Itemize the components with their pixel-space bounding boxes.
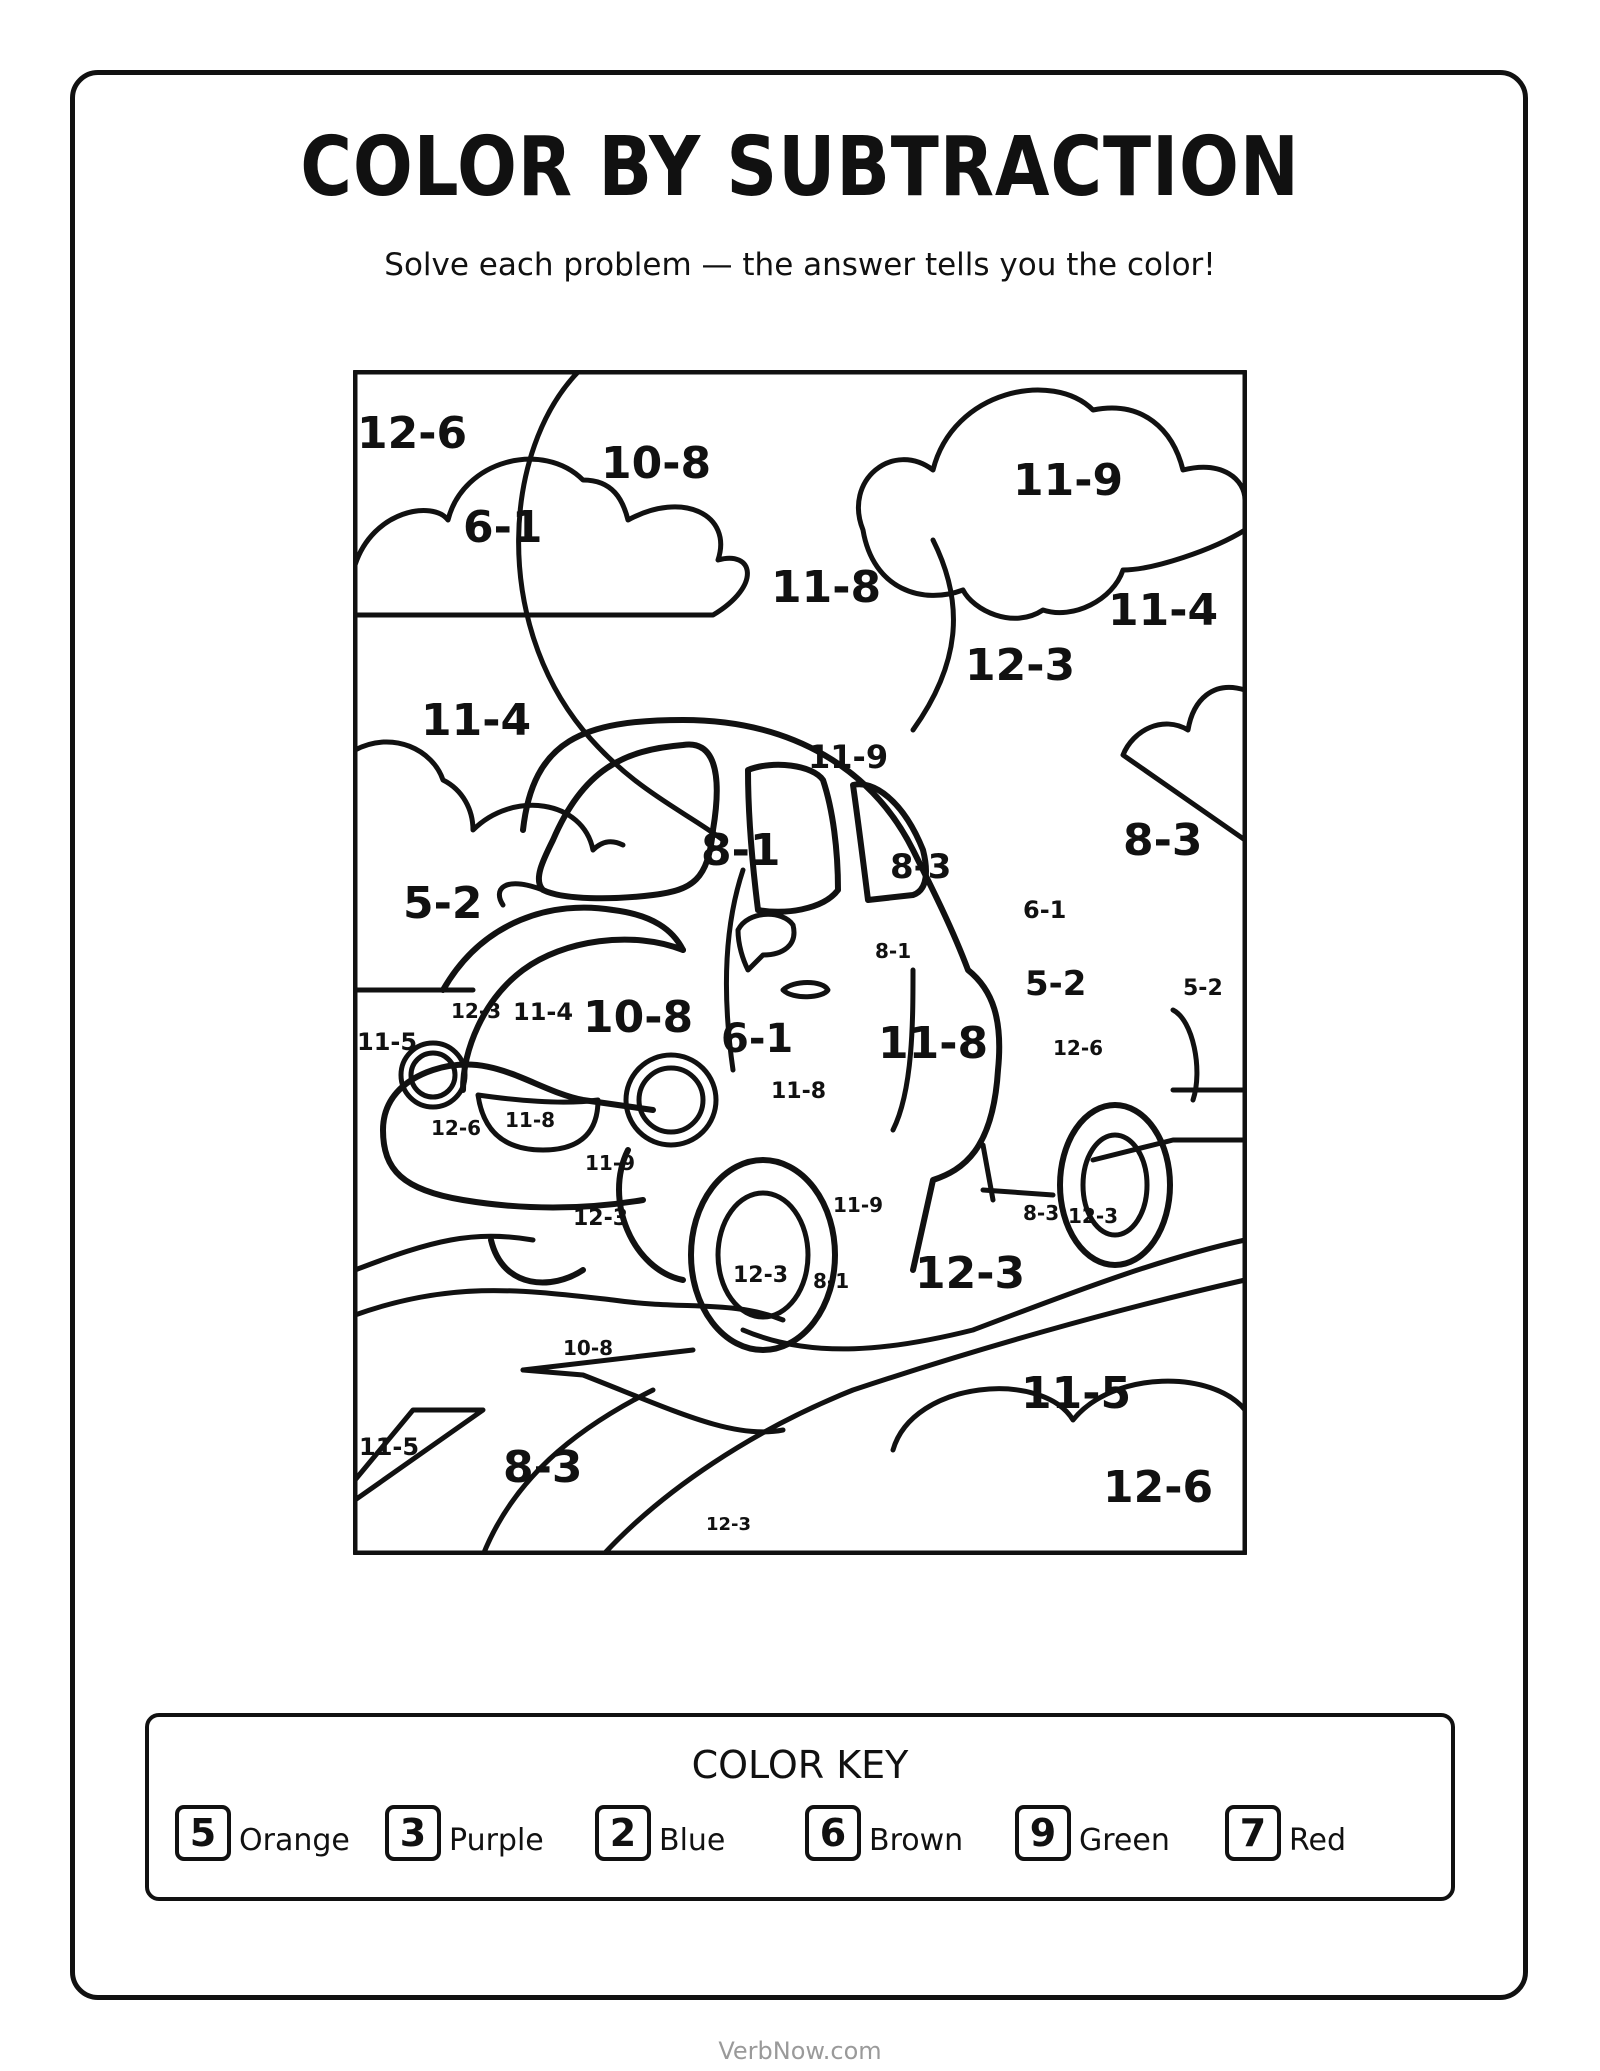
coloring-picture	[353, 370, 1247, 1555]
key-color-label: Red	[1289, 1822, 1346, 1858]
region-label: 12-3	[573, 1206, 629, 1231]
car-coloring-drawing	[353, 370, 1247, 1555]
region-label: 11-5	[1021, 1368, 1132, 1419]
key-number-box: 6	[805, 1805, 861, 1861]
region-label: 6-1	[721, 1016, 794, 1062]
key-color-label: Green	[1079, 1822, 1170, 1858]
region-label: 11-9	[833, 1193, 884, 1217]
region-label: 12-6	[1053, 1036, 1104, 1060]
region-label: 8-3	[503, 1442, 583, 1493]
region-label: 11-9	[1013, 455, 1124, 506]
region-label: 11-5	[357, 1028, 418, 1056]
region-label: 11-8	[878, 1018, 989, 1069]
region-label: 12-3	[1068, 1204, 1119, 1228]
region-label: 11-4	[513, 998, 574, 1026]
key-color-label: Brown	[869, 1822, 964, 1858]
key-number-box: 3	[385, 1805, 441, 1861]
region-label: 8-1	[813, 1269, 850, 1293]
region-label: 5-2	[1183, 976, 1223, 1001]
key-number-box: 5	[175, 1805, 231, 1861]
color-key-title: COLOR KEY	[691, 1743, 909, 1787]
page-title: COLOR BY SUBTRACTION	[300, 120, 1300, 215]
region-label: 12-3	[451, 999, 502, 1023]
page-subtitle: Solve each problem — the answer tells you the color!	[384, 247, 1216, 283]
region-label: 11-8	[771, 562, 882, 613]
color-key-item-green	[1015, 1803, 1170, 1863]
region-label: 12-6	[357, 408, 468, 459]
color-key-item-orange	[175, 1803, 350, 1863]
region-label: 12-3	[706, 1514, 752, 1535]
region-label: 11-9	[585, 1151, 636, 1175]
region-label: 11-8	[771, 1079, 827, 1104]
key-color-label: Purple	[449, 1822, 544, 1858]
key-number-box: 9	[1015, 1805, 1071, 1861]
region-label: 12-3	[915, 1248, 1026, 1299]
region-label: 8-1	[875, 939, 912, 963]
region-label: 11-5	[359, 1433, 420, 1461]
region-label: 6-1	[1023, 896, 1067, 924]
color-key-item-red	[1225, 1803, 1346, 1863]
region-label: 11-4	[421, 695, 532, 746]
region-label: 10-8	[563, 1336, 614, 1360]
region-label: 11-9	[808, 738, 889, 776]
key-color-label: Orange	[239, 1822, 350, 1858]
region-label: 10-8	[583, 992, 694, 1043]
region-label: 8-3	[890, 847, 952, 887]
region-label: 12-6	[1103, 1462, 1214, 1513]
color-key-item-brown	[805, 1803, 963, 1863]
color-key	[145, 1713, 1455, 1901]
region-label: 12-6	[431, 1116, 482, 1140]
region-label: 11-8	[505, 1108, 556, 1132]
footer-watermark: VerbNow.com	[718, 2037, 882, 2065]
key-number-box: 7	[1225, 1805, 1281, 1861]
region-label: 8-3	[1023, 1201, 1060, 1225]
region-label: 12-3	[733, 1263, 789, 1288]
key-number-box: 2	[595, 1805, 651, 1861]
region-label: 6-1	[463, 502, 543, 553]
region-label: 5-2	[1025, 964, 1087, 1004]
region-label: 8-3	[1123, 815, 1203, 866]
color-key-item-purple	[385, 1803, 544, 1863]
key-color-label: Blue	[659, 1822, 726, 1858]
region-label: 12-3	[965, 640, 1076, 691]
region-label: 8-1	[701, 825, 781, 876]
region-label: 10-8	[601, 438, 712, 489]
region-label: 11-4	[1108, 585, 1219, 636]
region-label: 5-2	[403, 878, 483, 929]
color-key-item-blue	[595, 1803, 725, 1863]
